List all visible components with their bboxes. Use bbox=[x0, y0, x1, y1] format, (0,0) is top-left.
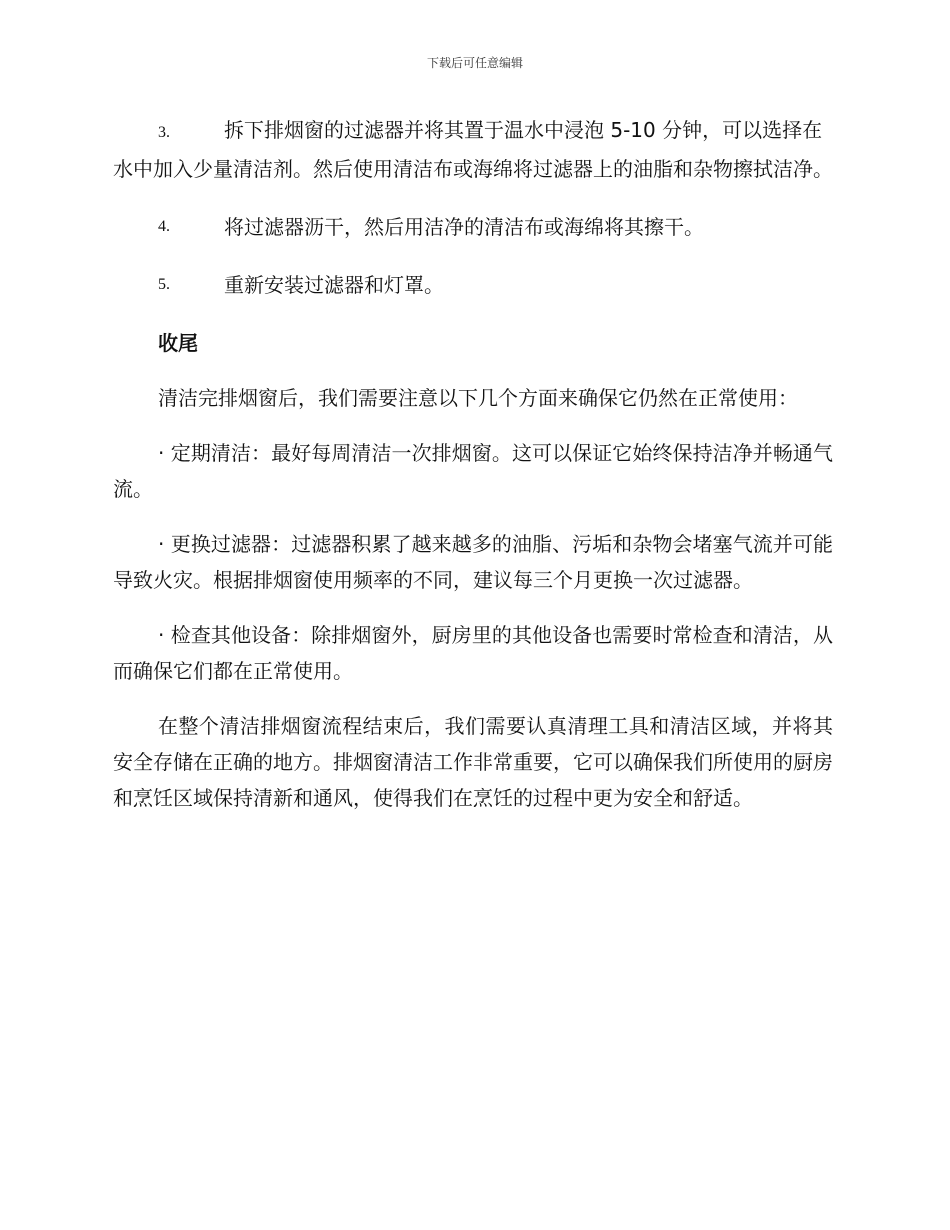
step-text: 拆下排烟窗的过滤器并将其置于温水中浸泡 5-10 分钟，可以选择在水中加入少量清洁剂。然后使用清洁布或海绵将过滤器上的油脂和杂物擦拭洁净。 bbox=[113, 118, 833, 181]
step-number: 5. bbox=[158, 276, 170, 293]
document-body bbox=[113, 112, 833, 835]
step-text: 重新安装过滤器和灯罩。 bbox=[224, 273, 444, 297]
bullet-item: · 检查其他设备：除排烟窗外，厨房里的其他设备也需要时常检查和清洁，从而确保它们都在正常使用。 bbox=[113, 623, 833, 683]
step-number: 4. bbox=[158, 218, 170, 235]
intro-paragraph: 清洁完排烟窗后，我们需要注意以下几个方面来确保它仍然在正常使用： bbox=[158, 386, 798, 410]
step-text: 将过滤器沥干，然后用洁净的清洁布或海绵将其擦干。 bbox=[224, 215, 704, 239]
section-heading: 收尾 bbox=[158, 331, 198, 355]
bullet-item: · 更换过滤器：过滤器积累了越来越多的油脂、污垢和杂物会堵塞气流并可能导致火灾。根据排烟窗使用频率的不同，建议每三个月更换一次过滤器。 bbox=[113, 532, 833, 592]
bullet-item: · 定期清洁：最好每周清洁一次排烟窗。这可以保证它始终保持洁净并畅通气流。 bbox=[113, 441, 833, 501]
page-header: 下载后可任意编辑 bbox=[426, 56, 523, 70]
closing-paragraph: 在整个清洁排烟窗流程结束后，我们需要认真清理工具和清洁区域，并将其安全存储在正确的地方。排烟窗清洁工作非常重要，它可以确保我们所使用的厨房和烹饪区域保持清新和通风，使得我们在烹饪的过程中更为安全和舒适。 bbox=[113, 714, 833, 810]
step-item bbox=[113, 267, 833, 303]
step-number: 3. bbox=[158, 124, 170, 141]
step-item bbox=[113, 209, 833, 245]
step-item bbox=[113, 112, 833, 187]
